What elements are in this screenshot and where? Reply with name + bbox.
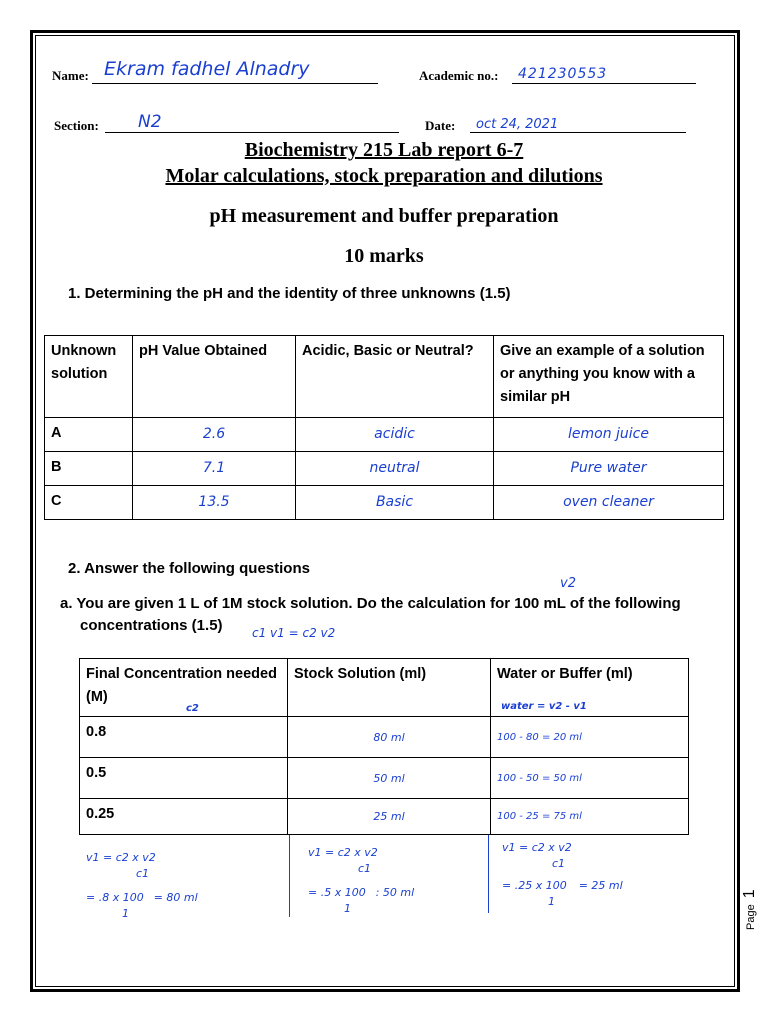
table-row	[80, 717, 689, 758]
dil-row-water: 100 - 50 = 50 ml	[491, 758, 689, 799]
work-calc	[502, 878, 623, 894]
ph-row-example: Pure water	[494, 452, 724, 486]
table-row	[80, 758, 689, 799]
dilution-table-header-row	[80, 659, 689, 717]
dilution-table	[79, 658, 689, 835]
ph-row-value: 2.6	[133, 418, 296, 452]
q2-heading: 2. Answer the following questions	[68, 560, 310, 577]
work-calc-step: = .25 x 100	[502, 879, 567, 892]
dil-row-stock: 50 ml	[288, 758, 491, 799]
name-line	[92, 83, 378, 84]
work-block-1	[86, 850, 198, 922]
ph-table	[44, 335, 724, 520]
dil-header-water-text: Water or Buffer (ml)	[497, 666, 633, 682]
dil-header-conc-text: Final Concentration needed (M)	[86, 666, 277, 705]
q1-heading: 1. Determining the pH and the identity of three unknowns (1.5)	[68, 285, 511, 302]
name-label: Name:	[52, 68, 89, 83]
academic-value: 421230553	[518, 66, 608, 82]
table-row	[45, 418, 724, 452]
ph-header-unknown: Unknown solution	[45, 336, 133, 418]
ph-row-type: acidic	[296, 418, 494, 452]
table-row	[80, 799, 689, 835]
note-water: water = v2 - v1	[501, 701, 587, 712]
ph-row-value: 7.1	[133, 452, 296, 486]
work-denominator: c1	[552, 857, 566, 870]
date-label: Date:	[425, 118, 456, 133]
ph-row-id: B	[45, 452, 133, 486]
section-value: N2	[138, 112, 162, 132]
work-result: : 50 ml	[375, 886, 415, 899]
work-result: = 25 ml	[578, 879, 623, 892]
work-calc-denominator: 1	[122, 907, 129, 920]
work-calc-step: = .5 x 100	[308, 886, 366, 899]
table-row	[45, 452, 724, 486]
note-formula: c1 v1 = c2 v2	[252, 626, 336, 640]
q2a-line-1: a. You are given 1 L of 1M stock solution. Do the calculation for 100 mL of the following	[60, 595, 681, 612]
academic-line	[512, 83, 696, 84]
ph-header-example: Give an example of a solution or anything you know with a similar pH	[494, 336, 724, 418]
page-label: Page	[745, 904, 757, 930]
section-label: Section:	[54, 118, 99, 133]
dil-row-conc: 0.25	[80, 799, 288, 835]
work-calc-denominator: 1	[548, 895, 555, 908]
work-formula: v1 = c2 x v2	[308, 846, 378, 859]
date-line	[470, 132, 686, 133]
q2a-line-2: concentrations (1.5)	[80, 617, 223, 634]
work-divider-2	[488, 835, 489, 913]
work-calc-denominator: 1	[344, 902, 351, 915]
dil-row-water: 100 - 25 = 75 ml	[491, 799, 689, 835]
table-row	[45, 486, 724, 520]
section-line	[105, 132, 399, 133]
dil-row-water: 100 - 80 = 20 ml	[491, 717, 689, 758]
work-denominator: c1	[358, 862, 372, 875]
work-divider-1	[289, 835, 290, 917]
ph-row-example: oven cleaner	[494, 486, 724, 520]
dil-row-conc: 0.8	[80, 717, 288, 758]
work-block-3	[502, 840, 623, 910]
page-number	[741, 889, 759, 930]
dil-header-stock: Stock Solution (ml)	[288, 659, 491, 717]
ph-row-type: Basic	[296, 486, 494, 520]
work-result: = 80 ml	[153, 891, 198, 904]
work-calc-step: = .8 x 100	[86, 891, 144, 904]
title-line-1: Biochemistry 215 Lab report 6-7	[244, 139, 524, 161]
work-block-2	[308, 845, 414, 917]
work-calc	[86, 890, 198, 906]
work-denominator: c1	[136, 867, 150, 880]
work-formula: v1 = c2 x v2	[86, 851, 156, 864]
dil-row-conc: 0.5	[80, 758, 288, 799]
title-line-3: pH measurement and buffer preparation	[209, 205, 559, 227]
page-number-value: 1	[741, 889, 758, 899]
name-value: Ekram fadhel Alnadry	[104, 58, 310, 80]
dil-header-conc	[80, 659, 288, 717]
ph-header-value: pH Value Obtained	[133, 336, 296, 418]
date-value: oct 24, 2021	[476, 117, 559, 132]
ph-row-id: C	[45, 486, 133, 520]
ph-header-type: Acidic, Basic or Neutral?	[296, 336, 494, 418]
dil-row-stock: 80 ml	[288, 717, 491, 758]
work-calc	[308, 885, 414, 901]
ph-row-id: A	[45, 418, 133, 452]
note-v2: v2	[560, 576, 576, 591]
dil-row-stock: 25 ml	[288, 799, 491, 835]
note-c2: c2	[186, 703, 199, 714]
academic-label: Academic no.:	[419, 68, 499, 83]
ph-row-value: 13.5	[133, 486, 296, 520]
title-line-4: 10 marks	[344, 245, 424, 267]
dil-header-water	[491, 659, 689, 717]
work-formula: v1 = c2 x v2	[502, 841, 572, 854]
ph-row-type: neutral	[296, 452, 494, 486]
ph-row-example: lemon juice	[494, 418, 724, 452]
title-line-2: Molar calculations, stock preparation and dilutions	[165, 165, 603, 187]
ph-table-header-row	[45, 336, 724, 418]
